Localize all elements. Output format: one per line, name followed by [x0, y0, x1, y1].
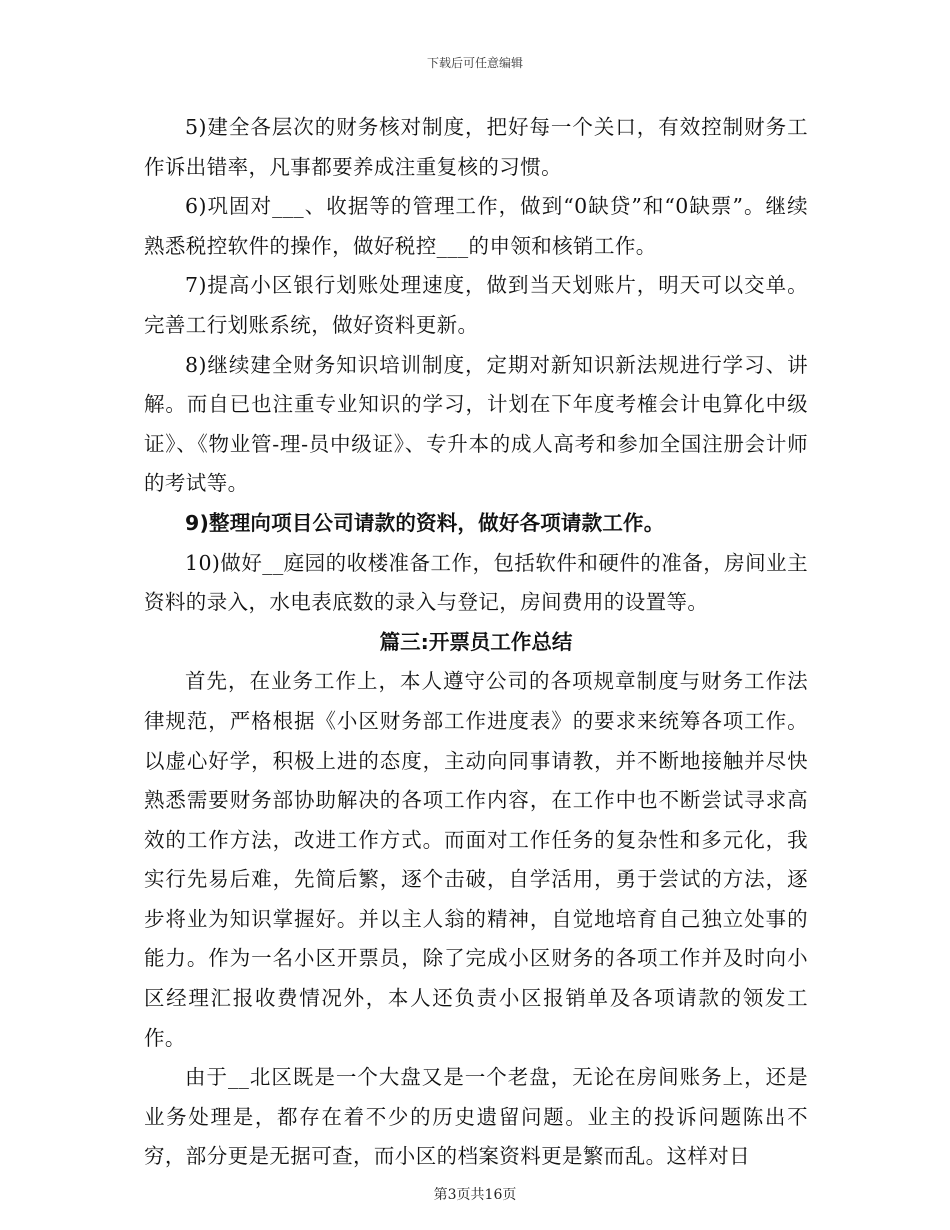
- section-paragraph-2: 由于__北区既是一个大盘又是一个老盘，无论在房间账务上，还是业务处理是，都存在着不少的历史遗留问题。业主的投诉问题陈出不穷，部分更是无据可查，而小区的档案资料更是繁而乱。这样对日: [144, 1065, 808, 1169]
- paragraph-item-10: 10)做好__庭园的收楼准备工作，包括软件和硬件的准备，房间业主资料的录入，水电表底数的录入与登记，房间费用的设置等。: [144, 550, 808, 615]
- page-footer: 第3页共16页: [433, 1187, 517, 1203]
- section-paragraph-1: 首先，在业务工作上，本人遵守公司的各项规章制度与财务工作法律规范，严格根据《小区财务部工作进度表》的要求来统筹各项工作。以虚心好学，积极上进的态度，主动向同事请教，并不断地接触并尽快熟悉需要财务部协助解决的各项工作内容，在工作中也不断尝试寻求高效的工作方法，改进工作方式。而面对工作任务的复杂性和多元化，我实行先易后难，先简后繁，逐个击破，自学活用，勇于尝试的方法，逐步将业为知识掌握好。并以主人翁的精神，自觉地培育自己独立处事的能力。作为一名小区开票员，除了完成小区财务的各项工作并及时向小区经理汇报收费情况外，本人还负责小区报销单及各项请款的领发工作。: [144, 669, 808, 1050]
- section-heading: 篇三:开票员工作总结: [379, 629, 573, 654]
- page-header: 下载后可任意编辑: [426, 56, 523, 70]
- paragraph-item-9: 9)整理向项目公司请款的资料，做好各项请款工作。: [185, 510, 665, 535]
- paragraph-item-6: 6)巩固对___、收据等的管理工作，做到“0缺贷”和“0缺票”。继续熟悉税控软件的操作，做好税控___的申领和核销工作。: [144, 194, 808, 258]
- paragraph-item-5: 5)建全各层次的财务核对制度，把好每一个关口，有效控制财务工作诉出错率，凡事都要养成注重复核的习惯。: [144, 115, 808, 179]
- paragraph-item-8: 8)继续建全财务知识培训制度，定期对新知识新法规进行学习、讲解。而自已也注重专业知识的学习，计划在下年度考榷会计电算化中级证》、《物业管-理-员中级证》、专升本的成人高考和参加全国注册会计师的考试等。: [144, 352, 808, 496]
- document-body: [144, 108, 808, 1177]
- paragraph-item-7: 7)提高小区银行划账处理速度，做到当天划账片，明天可以交单。完善工行划账系统，做好资料更新。: [144, 273, 808, 337]
